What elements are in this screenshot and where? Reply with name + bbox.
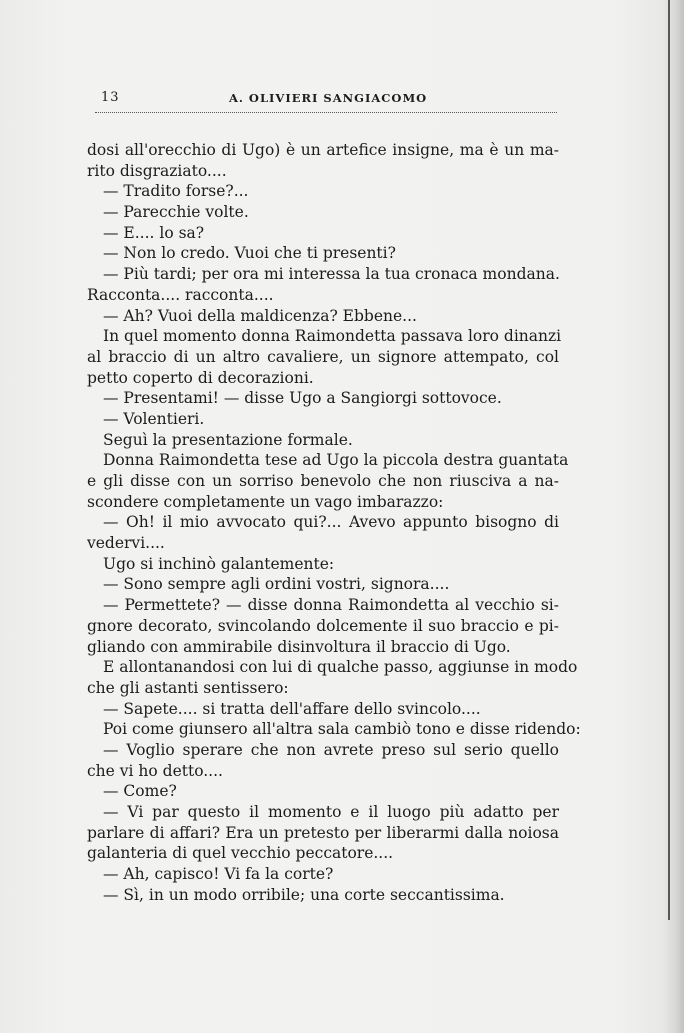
text-line: — Ah, capisco! Vi fa la corte? (103, 865, 334, 884)
text-line: — E.... lo sa? (103, 223, 205, 242)
text-line: galanteria di quel vecchio peccatore.... (87, 844, 394, 863)
text-line: parlare di affari? Era un pretesto per liberarmi dalla noiosa (87, 823, 559, 842)
text-line: al braccio di un altro cavaliere, un signore attempato, col (87, 347, 559, 366)
text-line: — Più tardi; per ora mi interessa la tua cronaca mondana. (103, 265, 560, 284)
text-line: — Oh! il mio avvocato qui?... Avevo appunto bisogno di (103, 513, 559, 532)
text-line: che vi ho detto.... (87, 761, 223, 780)
text-line: — Parecchie volte. (103, 203, 249, 222)
text-line: — Sono sempre agli ordini vostri, signora.... (103, 575, 450, 594)
text-line: E allontanandosi con lui di qualche passo, aggiunse in modo (103, 658, 578, 677)
page-edge-line (668, 0, 670, 920)
page-header (95, 90, 557, 114)
text-line: che gli astanti sentissero: (87, 678, 289, 697)
text-line: Seguì la presentazione formale. (103, 430, 353, 449)
text-line: Racconta.... racconta.... (87, 285, 274, 304)
text-line: scondere completamente un vago imbarazzo: (87, 492, 444, 511)
text-line: — Non lo credo. Vuoi che ti presenti? (103, 244, 396, 263)
running-head: A. OLIVIERI SANGIACOMO (229, 91, 428, 105)
text-line: — Presentami! — disse Ugo a Sangiorgi sottovoce. (103, 389, 502, 408)
text-line: — Voglio sperare che non avrete preso sul serio quello (103, 740, 559, 759)
text-line: — Vi par questo il momento e il luogo più adatto per (103, 803, 559, 821)
text-line: — Ah? Vuoi della maldicenza? Ebbene... (103, 306, 417, 325)
text-line: — Tradito forse?... (103, 182, 249, 201)
text-line: vedervi.... (87, 534, 165, 553)
text-line: Ugo si inchinò galantemente: (103, 554, 335, 573)
body-text (87, 140, 581, 905)
text-line: e gli disse con un sorriso benevolo che non riusciva a na- (87, 472, 559, 490)
page-number: 13 (101, 90, 120, 105)
text-line: rito disgraziato.... (87, 161, 227, 180)
page-edge-shadow (662, 0, 684, 1033)
text-line: Donna Raimondetta tese ad Ugo la piccola destra guantata (103, 451, 569, 470)
text-line: In quel momento donna Raimondetta passava loro dinanzi (103, 327, 562, 346)
text-line: — Come? (103, 782, 177, 801)
header-rule (95, 112, 557, 113)
text-line: dosi all'orecchio di Ugo) è un artefice insigne, ma è un ma- (87, 141, 559, 159)
text-line: — Sì, in un modo orribile; una corte seccantissima. (103, 885, 505, 904)
text-line: — Volentieri. (103, 409, 205, 428)
text-line: gliando con ammirabile disinvoltura il braccio di Ugo. (87, 637, 511, 656)
text-line: gnore decorato, svincolando dolcemente il suo braccio e pi- (87, 616, 559, 635)
text-line: — Permettete? — disse donna Raimondetta al vecchio si- (103, 596, 559, 615)
text-line: Poi come giunsero all'altra sala cambiò tono e disse ridendo: (103, 720, 581, 739)
text-line: — Sapete.... si tratta dell'affare dello svincolo.... (103, 699, 481, 718)
text-line: petto coperto di decorazioni. (87, 368, 314, 387)
